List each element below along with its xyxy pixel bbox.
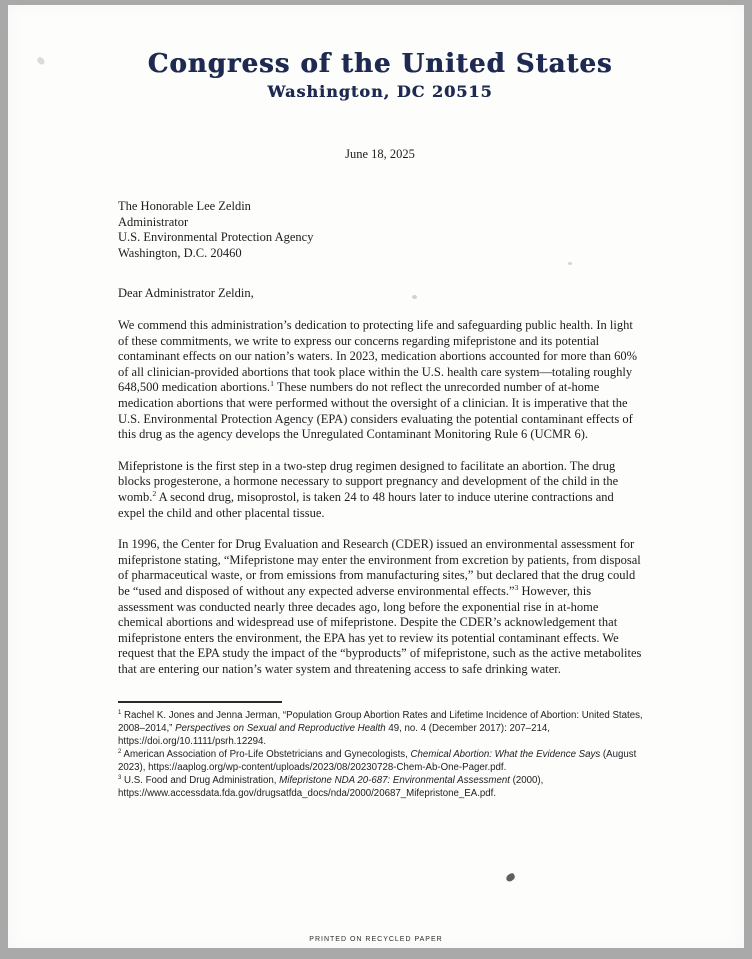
letterhead-title: Congress of the United States [147, 49, 613, 79]
footnote: $^1$ Rachel K. Jones and Jenna Jerman, “Population Group Abortion Rates and Lifetime Incidence of Abortion: United States, 2008–2014,” Perspectives on Sexual and Reproductive Health 49, no. 4 (December 2017): 207–214, https://doi.org/10.1111/psrh.12294. [118, 710, 643, 748]
footnotes [118, 709, 650, 800]
scan-artifact [505, 872, 516, 882]
letter-date: June 18, 2025 [345, 147, 415, 161]
footnote: $^2$ American Association of Pro-Life Obstetricians and Gynecologists, Chemical Abortion: What the Evidence Says (August 2023), https://aaplog.org/wp-content/uploads/2023/08/20230728-Chem-Ab-One-Pager.pdf. [118, 749, 637, 774]
body-paragraph: In 1996, the Center for Drug Evaluation and Research (CDER) issued an environmental assessment for mifepristone stating, “Mifepristone may enter the environment from excretion by patients, from disposal of pharmaceutical waste, or from emissions from manufacturing sites,” but declared that the drug could be “used and disposed of without any expected adverse environmental effects.”$^3$ However, this assessment was conducted nearly three decades ago, long before the exponential rise in at-home chemical abortions and widespread use of mifepristone. Despite the CDER’s acknowledgement that mifepristone enters the environment, the EPA has yet to review its potential contaminant effects. We request that the EPA study the impact of the “byproducts” of mifepristone, such as the active metabolites that are entering our nation’s water system and threatening access to safe drinking water. [118, 537, 642, 676]
recipient-address: Washington, D.C. 20460 [118, 245, 242, 260]
recipient-title: Administrator [118, 214, 189, 229]
letter-content [118, 49, 642, 800]
letter-page [8, 5, 744, 948]
body-paragraph: We commend this administration’s dedication to protecting life and safeguarding public health. In light of these commitments, we write to express our concerns regarding mifepristone and its potential contaminant effects on our nation’s waters. In 2023, medication abortions accounted for more than 60% of all clinician-provided abortions that took place within the U.S. health care system—totaling roughly 648,500 medication abortions.$^1$ These numbers do not reflect the unrecorded number of at-home medication abortions that were performed without the oversight of a clinician. It is imperative that the U.S. Environmental Protection Agency (EPA) considers evaluating the potential contaminant effects of this drug as the agency develops the Unregulated Contaminant Monitoring Rule 6 (UCMR 6). [118, 318, 638, 442]
recipient-agency: U.S. Environmental Protection Agency [118, 230, 314, 244]
letterhead-city: Washington, DC 20515 [267, 82, 493, 101]
letterhead [118, 49, 642, 101]
letter-body [118, 318, 642, 677]
scan-artifact [36, 56, 46, 66]
body-paragraph: Mifepristone is the first step in a two-step drug regimen designed to facilitate an abortion. The drug blocks progesterone, a hormone necessary to support pregnancy and development of the child in the womb.$^2$ A second drug, misoprostol, is taken 24 to 48 hours later to induce uterine contractions and expel the child and other placental tissue. [118, 458, 619, 520]
salutation: Dear Administrator Zeldin, [118, 286, 254, 300]
footnote-separator [118, 701, 282, 703]
recipient-name: The Honorable Lee Zeldin [118, 199, 251, 213]
recipient-block [118, 199, 642, 261]
recycled-paper-notice: PRINTED ON RECYCLED PAPER [309, 936, 443, 943]
footnote: $^3$ U.S. Food and Drug Administration, Mifepristone NDA 20-687: Environmental Assessment (2000), https://www.accessdata.fda.gov/drugsatfda_docs/nda/2000/20687_Mifepristone_EA.pdf. [118, 775, 544, 800]
